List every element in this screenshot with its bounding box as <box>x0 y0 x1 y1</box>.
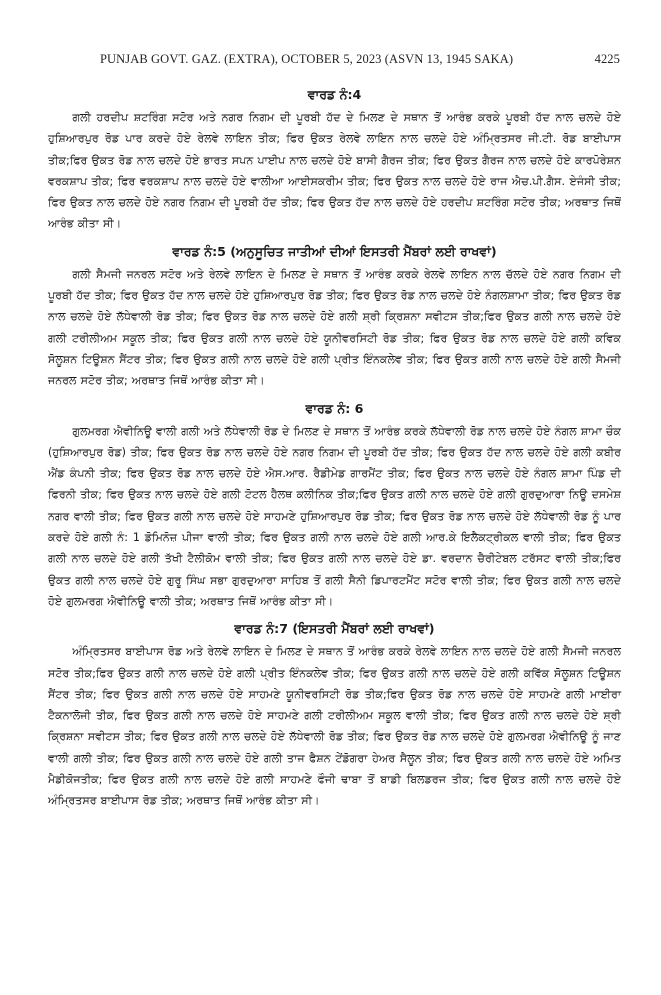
ward-5-section <box>48 243 621 392</box>
ward-7-section <box>48 620 621 811</box>
running-header <box>100 52 620 68</box>
ward-5-boundary-text: ਗਲੀ ਸੈਮਜੀ ਜਨਰਲ ਸਟੋਰ ਅਤੇ ਰੇਲਵੇ ਲਾਇਨ ਦੇ ਮਿਲਣ ਦੇ ਸਥਾਨ ਤੋਂ ਆਰੰਭ ਕਰਕੇ ਰੇਲਵੇ ਲਾਇਨ ਨਾਲ ਚੱਲਦੇ ਹੋਏ ਨਗਰ ਨਿਗਮ ਦੀ ਪੂਰਬੀ ਹੱਦ ਤੀਕ; ਫਿਰ ਉਕਤ ਹੱਦ ਨਾਲ ਚਲਦੇ ਹੋਏ ਹੁਸ਼ਿਆਰਪੁਰ ਰੋਡ ਤੀਕ; ਫਿਰ ਉਕਤ ਰੋਡ ਨਾਲ ਚਲਦੇ ਹੋਏ ਨੰਗਲਸ਼ਾਮਾ ਤੀਕ; ਫਿਰ ਉਕਤ ਰੋਡ ਨਾਲ ਚਲਦੇ ਹੋਏ ਲੱਧੇਵਾਲੀ ਰੋਡ ਤੀਕ; ਫਿਰ ਉਕਤ ਰੋਡ ਨਾਲ ਚਲਦੇ ਹੋਏ ਗਲੀ ਸ਼੍ਰੀ ਕ੍ਰਿਸ਼ਨਾ ਸਵੀਟਸ ਤੀਕ;ਫਿਰ ਉਕਤ ਗਲੀ ਨਾਲ ਚਲਦੇ ਹੋਏ ਗਲੀ ਟਰੀਲੀਅਮ ਸਕੂਲ ਤੀਕ; ਫਿਰ ਉਕਤ ਗਲੀ ਨਾਲ ਚਲਦੇ ਹੋਏ ਯੂਨੀਵਰਸਿਟੀ ਰੋਡ ਤੀਕ; ਫਿਰ ਉਕਤ ਰੋਡ ਨਾਲ ਚਲਦੇ ਹੋਏ ਗਲੀ ਕਵਿਕ ਸੋਲੂਸ਼ਨ ਟਿਊਸ਼ਨ ਸੈਂਟਰ ਤੀਕ; ਫਿਰ ਉਕਤ ਗਲੀ ਨਾਲ ਚਲਦੇ ਹੋਏ ਗਲੀ ਪ੍ਰੀਤ ਇੰਨਕਲੇਵ ਤੀਕ; ਫਿਰ ਉਕਤ ਗਲੀ ਨਾਲ ਚਲਦੇ ਹੋਏ ਗਲੀ ਸੈਮਜੀ ਜਨਰਲ ਸਟੋਰ ਤੀਕ; ਅਰਥਾਤ ਜਿਥੋਂ ਆਰੰਭ ਕੀਤਾ ਸੀ। <box>48 267 621 388</box>
ward-6-boundary-text: ਗੁਲਮਰਗ ਐਵੀਨਿਊ ਵਾਲੀ ਗਲੀ ਅਤੇ ਲੱਧੇਵਾਲੀ ਰੋਡ ਦੇ ਮਿਲਣ ਦੇ ਸਥਾਨ ਤੋਂ ਆਰੰਭ ਕਰਕੇ ਲੱਧੇਵਾਲੀ ਰੋਡ ਨਾਲ ਚਲਦੇ ਹੋਏ ਨੰਗਲ ਸ਼ਾਮਾ ਚੌਕ (ਹੁਸ਼ਿਆਰਪੁਰ ਰੋਡ) ਤੀਕ; ਫਿਰ ਉਕਤ ਰੋਡ ਨਾਲ ਚਲਦੇ ਹੋਏ ਨਗਰ ਨਿਗਮ ਦੀ ਪੂਰਬੀ ਹੱਦ ਤੀਕ; ਫਿਰ ਉਕਤ ਹੱਦ ਨਾਲ ਚਲਦੇ ਹੋਏ ਗਲੀ ਕਬੀਰ ਐਂਡ ਕੰਪਨੀ ਤੀਕ; ਫਿਰ ਉਕਤ ਰੋਡ ਨਾਲ ਚਲਦੇ ਹੋਏ ਐਸ.ਆਰ. ਰੈਡੀਮੇਡ ਗਾਰਮੈਂਟ ਤੀਕ; ਫਿਰ ਉਕਤ ਨਾਲ ਚਲਦੇ ਹੋਏ ਨੰਗਲ ਸ਼ਾਮਾ ਪਿੰਡ ਦੀ ਫਿਰਨੀ ਤੀਕ; ਫਿਰ ਉਕਤ ਨਾਲ ਚਲਦੇ ਹੋਏ ਗਲੀ ਟੋਟਲ ਹੈਲਥ ਕਲੀਨਿਕ ਤੀਕ;ਫਿਰ ਉਕਤ ਗਲੀ ਨਾਲ ਚਲਦੇ ਹੋਏ ਗਲੀ ਗੁਰਦੁਆਰਾ ਨਿਊ ਦਸਮੇਸ਼ ਨਗਰ ਵਾਲੀ ਤੀਕ; ਫਿਰ ਉਕਤ ਗਲੀ ਨਾਲ ਚਲਦੇ ਹੋਏ ਸਾਹਮਣੇ ਹੁਸ਼ਿਆਰਪੁਰ ਰੋਡ ਤੀਕ; ਫਿਰ ਉਕਤ ਰੋਡ ਨਾਲ ਚਲਦੇ ਹੋਏ ਲੱਧੇਵਾਲੀ ਰੋਡ ਨੂੰ ਪਾਰ ਕਰਦੇ ਹੋਏ ਗਲੀ ਨੰ: 1 ਡੋਮਿਨੋਜ਼ ਪੀਜਾ ਵਾਲੀ ਤੀਕ; ਫਿਰ ਉਕਤ ਗਲੀ ਨਾਲ ਚਲਦੇ ਹੋਏ ਗਲੀ ਆਰ.ਕੇ ਇਲੈਕਟ੍ਰੀਕਲ ਵਾਲੀ ਤੀਕ; ਫਿਰ ਉਕਤ ਗਲੀ ਨਾਲ ਚਲਦੇ ਹੋਏ ਗਲੀ ਤੱਖੀ ਟੈਲੀਕੋਮ ਵਾਲੀ ਤੀਕ; ਫਿਰ ਉਕਤ ਗਲੀ ਨਾਲ ਚਲਦੇ ਹੋਏ ਡਾ. ਵਰਦਾਨ ਚੈਰੀਟੇਬਲ ਟਰੱਸਟ ਵਾਲੀ ਤੀਕ;ਫਿਰ ਉਕਤ ਗਲੀ ਨਾਲ ਚਲਦੇ ਹੋਏ ਗੁਰੂ ਸਿੰਘ ਸਭਾ ਗੁਰਦੁਆਰਾ ਸਾਹਿਬ ਤੋਂ ਗਲੀ ਸੈਨੀ ਡਿਪਾਰਟਮੈਂਟ ਸਟੋਰ ਵਾਲੀ ਤੀਕ; ਫਿਰ ਉਕਤ ਗਲੀ ਨਾਲ ਚਲਦੇ ਹੋਏ ਗੁਲਮਰਗ ਐਵੀਨਿਊ ਵਾਲੀ ਤੀਕ; ਅਰਥਾਤ ਜਿਥੋਂ ਆਰੰਭ ਕੀਤਾ ਸੀ। <box>48 424 622 608</box>
ward-4-heading: ਵਾਰਡ ਨੰ:4 <box>307 87 362 102</box>
gazette-title: PUNJAB GOVT. GAZ. (EXTRA), OCTOBER 5, 2023 (ASVN 13, 1945 SAKA) <box>100 52 514 66</box>
ward-7-heading: ਵਾਰਡ ਨੰ:7 (ਇਸਤਰੀ ਮੈਂਬਰਾਂ ਲਈ ਰਾਖਵਾਂ) <box>234 621 435 637</box>
ward-6-heading: ਵਾਰਡ ਨੰ: 6 <box>305 400 364 416</box>
ward-4-section <box>48 86 621 235</box>
page-number: 4225 <box>594 52 620 66</box>
ward-5-heading: ਵਾਰਡ ਨੰ:5 (ਅਨੁਸੂਚਿਤ ਜਾਤੀਆਂ ਦੀਆਂ ਇਸਤਰੀ ਮੈਂਬਰਾਂ ਲਈ ਰਾਖਵਾਂ) <box>172 243 497 259</box>
gazette-body <box>48 86 621 820</box>
ward-4-boundary-text: ਗਲੀ ਹਰਦੀਪ ਸ਼ਟਰਿੰਗ ਸਟੋਰ ਅਤੇ ਨਗਰ ਨਿਗਮ ਦੀ ਪੂਰਬੀ ਹੱਦ ਦੇ ਮਿਲਣ ਦੇ ਸਥਾਨ ਤੋਂ ਆਰੰਭ ਕਰਕੇ ਪੂਰਬੀ ਹੱਦ ਨਾਲ ਚਲਦੇ ਹੋਏ ਹੁਸ਼ਿਆਰਪੁਰ ਰੋਡ ਪਾਰ ਕਰਦੇ ਹੋਏ ਰੇਲਵੇ ਲਾਇਨ ਤੀਕ; ਫਿਰ ਉਕਤ ਰੇਲਵੇ ਲਾਇਨ ਨਾਲ ਚਲਦੇ ਹੋਏ ਅੰਮ੍ਰਿਤਸਰ ਜੀ.ਟੀ. ਰੋਡ ਬਾਈਪਾਸ ਤੀਕ;ਫਿਰ ਉਕਤ ਰੋਡ ਨਾਲ ਚਲਦੇ ਹੋਏ ਭਾਰਤ ਸਪਨ ਪਾਈਪ ਨਾਲ ਚਲਦੇ ਹੋਏ ਬਾਸੀ ਗੈਰਜ ਤੀਕ; ਫਿਰ ਉਕਤ ਗੈਰਜ ਨਾਲ ਚਲਦੇ ਹੋਏ ਕਾਰਪੋਰੇਸ਼ਨ ਵਰਕਸ਼ਾਪ ਤੀਕ; ਫਿਰ ਵਰਕਸ਼ਾਪ ਨਾਲ ਚਲਦੇ ਹੋਏ ਵਾਲੀਆ ਆਈਸਕਰੀਮ ਤੀਕ; ਫਿਰ ਉਕਤ ਨਾਲ ਚਲਦੇ ਹੋਏ ਰਾਜ ਐਚ.ਪੀ.ਗੈਸ. ਏਜੰਸੀ ਤੀਕ; ਫਿਰ ਉਕਤ ਨਾਲ ਚਲਦੇ ਹੋਏ ਨਗਰ ਨਿਗਮ ਦੀ ਪੂਰਬੀ ਹੱਦ ਤੀਕ; ਫਿਰ ਉਕਤ ਹੱਦ ਨਾਲ ਚਲਦੇ ਹੋਏ ਹਰਦੀਪ ਸ਼ਟਰਿੰਗ ਸਟੋਰ ਤੀਕ; ਅਰਥਾਤ ਜਿਥੋਂ ਆਰੰਭ ਕੀਤਾ ਸੀ। <box>48 111 621 231</box>
ward-6-section <box>48 400 621 613</box>
ward-7-boundary-text: ਅੰਮ੍ਰਿਤਸਰ ਬਾਈਪਾਸ ਰੋਡ ਅਤੇ ਰੇਲਵੇ ਲਾਇਨ ਦੇ ਮਿਲਣ ਦੇ ਸਥਾਨ ਤੋਂ ਆਰੰਭ ਕਰਕੇ ਰੇਲਵੇ ਲਾਇਨ ਨਾਲ ਚਲਦੇ ਹੋਏ ਗਲੀ ਸੈਮਜੀ ਜਨਰਲ ਸਟੋਰ ਤੀਕ;ਫਿਰ ਉਕਤ ਗਲੀ ਨਾਲ ਚਲਦੇ ਹੋਏ ਗਲੀ ਪ੍ਰੀਤ ਇੰਨਕਲੇਵ ਤੀਕ; ਫਿਰ ਉਕਤ ਗਲੀ ਨਾਲ ਚਲਦੇ ਹੋਏ ਗਲੀ ਕਵਿੱਕ ਸੋਲੂਸ਼ਨ ਟਿਊਸ਼ਨ ਸੈਂਟਰ ਤੀਕ; ਫਿਰ ਉਕਤ ਗਲੀ ਨਾਲ ਚਲਦੇ ਹੋਏ ਸਾਹਮਣੇ ਯੂਨੀਵਰਸਿਟੀ ਰੋਡ ਤੀਕ;ਫਿਰ ਉਕਤ ਰੋਡ ਨਾਲ ਚਲਦੇ ਹੋਏ ਸਾਹਮਣੇ ਗਲੀ ਮਾਈਰਾ ਟੈਕਨਾਲੋਜੀ ਤੀਕ, ਫਿਰ ਉਕਤ ਗਲੀ ਨਾਲ ਚਲਦੇ ਹੋਏ ਸਾਹਮਣੇ ਗਲੀ ਟਰੀਲੀਅਮ ਸਕੂਲ ਵਾਲੀ ਤੀਕ; ਫਿਰ ਉਕਤ ਗਲੀ ਨਾਲ ਚਲਦੇ ਹੋਏ ਸ਼੍ਰੀ ਕ੍ਰਿਸ਼ਨਾ ਸਵੀਟਸ ਤੀਕ; ਫਿਰ ਉਕਤ ਗਲੀ ਨਾਲ ਚਲਦੇ ਹੋਏ ਲੱਧੇਵਾਲੀ ਰੋਡ ਤੀਕ; ਫਿਰ ਉਕਤ ਰੋਡ ਨਾਲ ਚਲਦੇ ਹੋਏ ਗੁਲਮਰਗ ਐਵੀਨਿਊ ਨੂੰ ਜਾਣ ਵਾਲੀ ਗਲੀ ਤੀਕ; ਫਿਰ ਉਕਤ ਗਲੀ ਨਾਲ ਚਲਦੇ ਹੋਏ ਗਲੀ ਤਾਜ ਫੈਸ਼ਨ ਟੇਂਡੋਗਰਾ ਹੇਅਰ ਸੈਲੂਨ ਤੀਕ; ਫਿਰ ਉਕਤ ਗਲੀ ਨਾਲ ਚਲਦੇ ਹੋਏ ਅਮਿਤ ਮੈਡੀਕੋਜਤੀਕ; ਫਿਰ ਉਕਤ ਗਲੀ ਨਾਲ ਚਲਦੇ ਹੋਏ ਗਲੀ ਸਾਹਮਣੇ ਫੌਜੀ ਢਾਬਾ ਤੋਂ ਬਾਡੀ ਬਿਲਡਰਜ ਤੀਕ; ਫਿਰ ਉਕਤ ਗਲੀ ਨਾਲ ਚਲਦੇ ਹੋਏ ਅੰਮ੍ਰਿਤਸਰ ਬਾਈਪਾਸ ਰੋਡ ਤੀਕ; ਅਰਥਾਤ ਜਿਥੋਂ ਆਰੰਭ ਕੀਤਾ ਸੀ। <box>48 645 621 808</box>
